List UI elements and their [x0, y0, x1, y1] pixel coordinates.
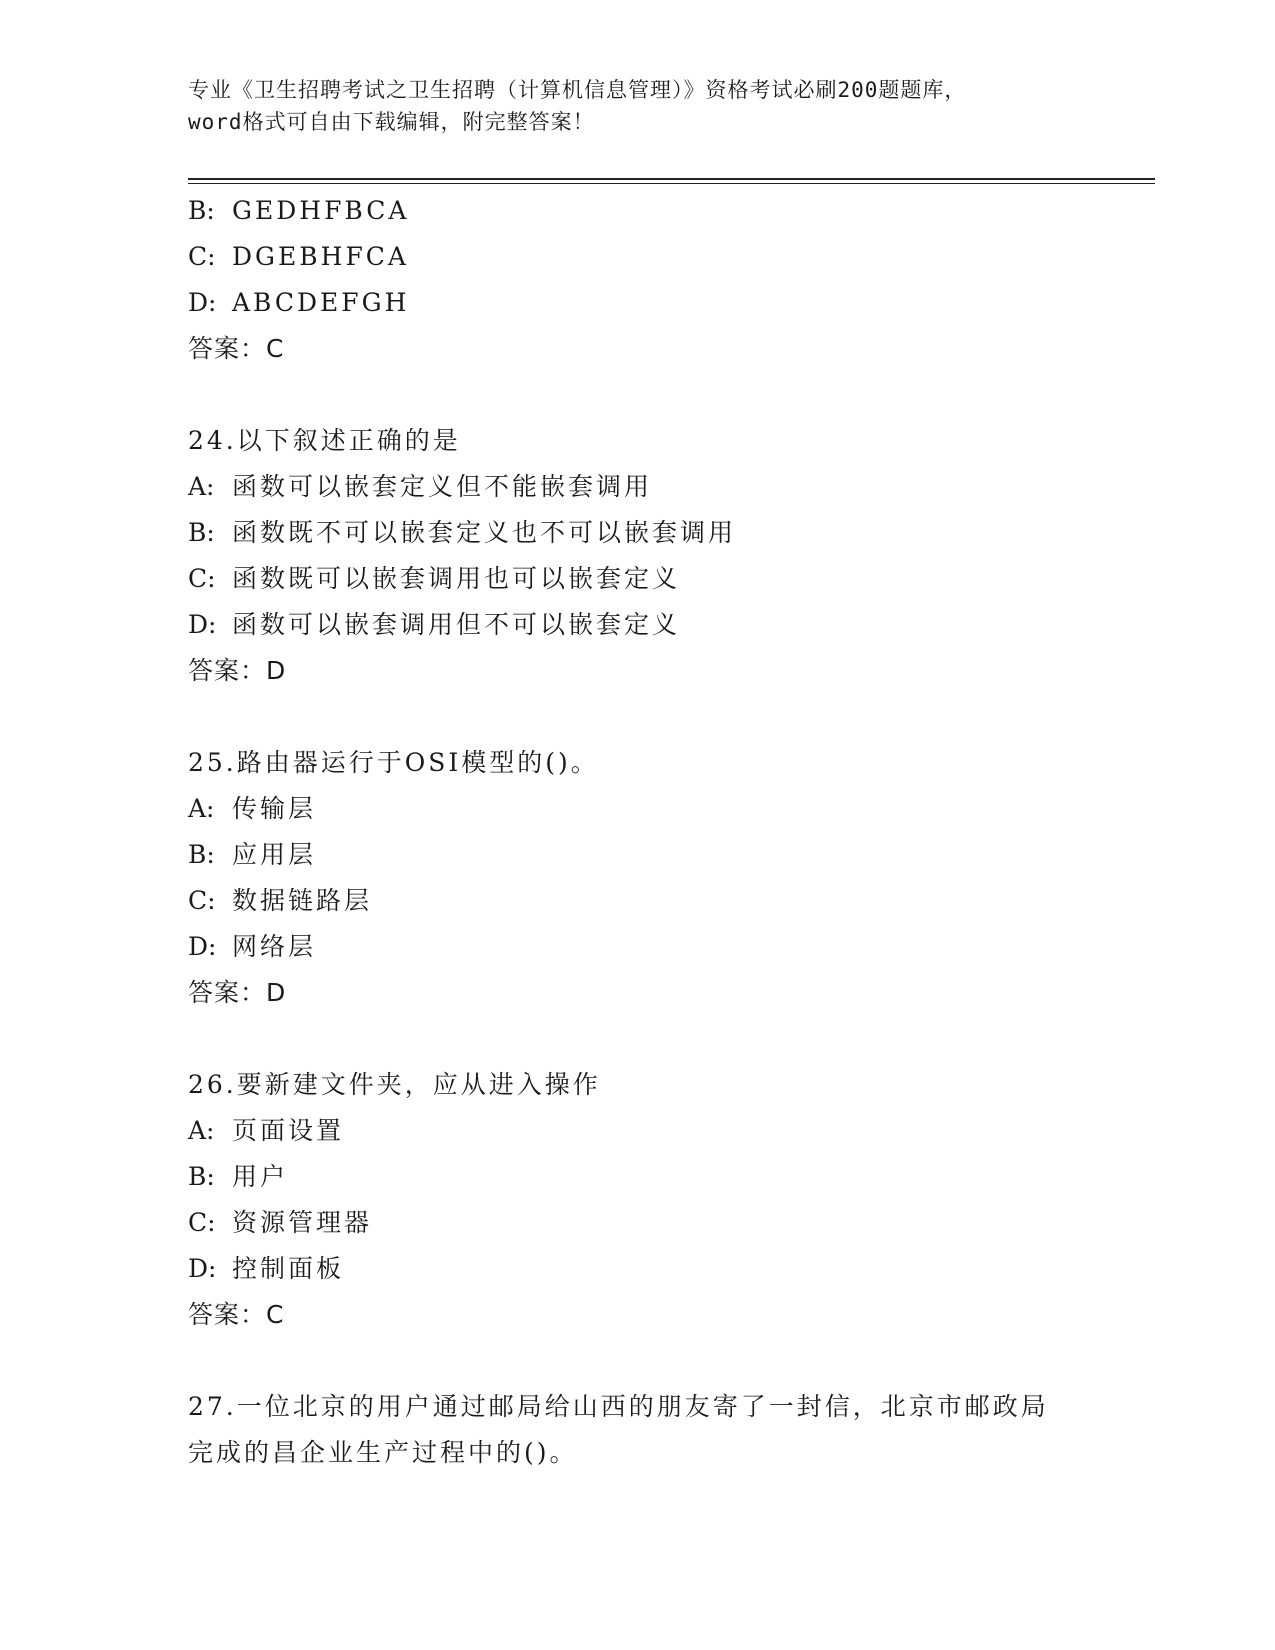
option-letter: A: [188, 472, 215, 501]
option-d [188, 602, 1148, 648]
answer-line: 答案：C [188, 1300, 285, 1329]
option-letter: D: [188, 288, 217, 317]
option-letter: A: [188, 1116, 215, 1145]
option-a [188, 464, 1148, 510]
spacer [188, 1338, 1148, 1384]
option-c [188, 234, 1148, 280]
option-letter: A: [188, 794, 215, 823]
header-divider-thin [188, 183, 1155, 184]
option-d [188, 280, 1148, 326]
option-b [188, 1154, 1148, 1200]
option-d [188, 1246, 1148, 1292]
question-23-continued [188, 188, 1148, 372]
option-text: 函数既可以嵌套调用也可以嵌套定义 [232, 564, 681, 593]
question-stem-line1: 27.一位北京的用户通过邮局给山西的朋友寄了一封信，北京市邮政局 [188, 1392, 1049, 1421]
question-24 [188, 418, 1148, 694]
header-title-line2: word格式可自由下载编辑，附完整答案！ [188, 110, 595, 134]
option-b [188, 510, 1148, 556]
header-title-line1: 专业《卫生招聘考试之卫生招聘（计算机信息管理）》资格考试必刷200题题库， [188, 78, 967, 102]
page-header [188, 74, 1088, 138]
option-letter: C: [188, 1208, 216, 1237]
option-text: 传输层 [232, 794, 317, 823]
spacer [188, 1016, 1148, 1062]
answer-line: 答案：D [188, 978, 287, 1007]
answer-line: 答案：C [188, 334, 285, 363]
option-text: 控制面板 [232, 1254, 345, 1283]
option-letter: B: [188, 518, 215, 547]
option-c [188, 878, 1148, 924]
question-stem-line2: 完成的昌企业生产过程中的()。 [188, 1438, 578, 1467]
option-letter: D: [188, 932, 217, 961]
question-26 [188, 1062, 1148, 1338]
option-a [188, 786, 1148, 832]
option-text: 用户 [232, 1162, 289, 1191]
spacer [188, 372, 1148, 418]
option-text: 函数可以嵌套调用但不可以嵌套定义 [232, 610, 681, 639]
option-text: 网络层 [232, 932, 317, 961]
option-letter: B: [188, 196, 215, 225]
option-text: ABCDEFGH [232, 288, 410, 317]
question-stem: 24.以下叙述正确的是 [188, 426, 461, 455]
option-c [188, 1200, 1148, 1246]
question-27 [188, 1384, 1148, 1476]
option-letter: C: [188, 886, 216, 915]
option-a [188, 1108, 1148, 1154]
answer-line: 答案：D [188, 656, 287, 685]
option-b [188, 188, 1148, 234]
question-stem: 26.要新建文件夹，应从进入操作 [188, 1070, 601, 1099]
question-list [188, 188, 1148, 1476]
option-text: GEDHFBCA [232, 196, 410, 225]
option-letter: B: [188, 840, 215, 869]
option-letter: C: [188, 564, 216, 593]
option-letter: B: [188, 1162, 215, 1191]
option-d [188, 924, 1148, 970]
option-text: 资源管理器 [232, 1208, 373, 1237]
question-25 [188, 740, 1148, 1016]
option-text: DGEBHFCA [232, 242, 409, 271]
header-divider-thick [188, 178, 1155, 180]
option-c [188, 556, 1148, 602]
option-letter: D: [188, 1254, 217, 1283]
option-b [188, 832, 1148, 878]
option-text: 应用层 [232, 840, 317, 869]
question-stem: 25.路由器运行于OSI模型的()。 [188, 748, 599, 777]
option-text: 数据链路层 [232, 886, 373, 915]
option-text: 函数既不可以嵌套定义也不可以嵌套调用 [232, 518, 737, 547]
option-letter: C: [188, 242, 216, 271]
option-letter: D: [188, 610, 217, 639]
option-text: 函数可以嵌套定义但不能嵌套调用 [232, 472, 653, 501]
option-text: 页面设置 [232, 1116, 345, 1145]
spacer [188, 694, 1148, 740]
